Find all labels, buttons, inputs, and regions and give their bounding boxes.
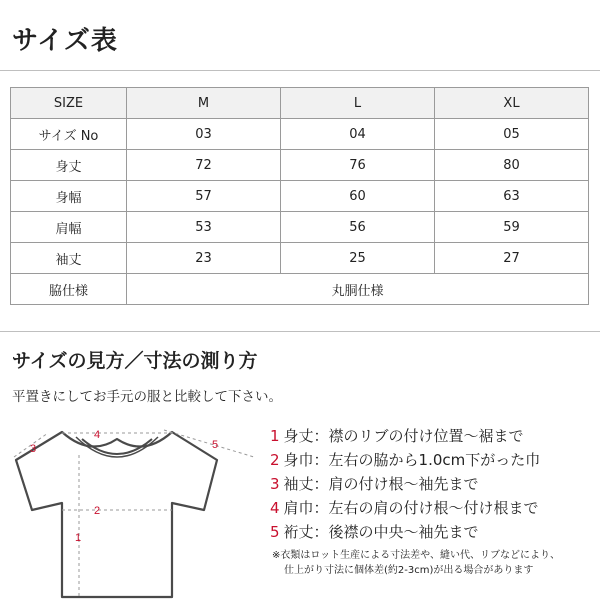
legend-number: 5	[270, 523, 280, 541]
legend-text: 肩巾：左右の肩の付け根〜付け根まで	[283, 499, 539, 517]
measurement-legend	[270, 424, 540, 544]
table-row	[11, 274, 589, 305]
intro-text: 平置きにしてお手元の服と比較して下さい。	[12, 389, 282, 405]
divider	[0, 331, 600, 332]
table-cell: 27	[435, 243, 589, 274]
header-cell: M	[127, 88, 281, 119]
diagram-label-5: 5	[212, 439, 219, 451]
legend-text: 身丈：襟のリブの付け位置〜裾まで	[283, 427, 524, 445]
size-table	[10, 87, 589, 305]
table-cell: 05	[435, 119, 589, 150]
table-cell: 76	[281, 150, 435, 181]
page-title: サイズ表	[12, 26, 118, 56]
note-text	[272, 548, 560, 578]
table-row	[11, 212, 589, 243]
legend-number: 2	[270, 451, 280, 469]
measure-line-5	[164, 430, 254, 457]
table-cell: 53	[127, 212, 281, 243]
table-cell: 60	[281, 181, 435, 212]
diagram-label-1: 1	[75, 532, 82, 544]
legend-text: 身巾：左右の脇から1.0cm下がった巾	[283, 451, 541, 469]
note-line: ※衣類はロット生産による寸法差や、縫い代、リブなどにより、	[272, 550, 560, 561]
table-cell: 56	[281, 212, 435, 243]
legend-number: 4	[270, 499, 280, 517]
header-cell: SIZE	[11, 88, 127, 119]
diagram-label-3: 3	[30, 443, 37, 455]
collar-outline	[82, 439, 152, 454]
legend-item	[270, 496, 540, 520]
diagram-label-4: 4	[94, 429, 101, 441]
table-row	[11, 150, 589, 181]
table-cell: 23	[127, 243, 281, 274]
table-cell: 25	[281, 243, 435, 274]
section-title: サイズの見方／寸法の測り方	[12, 350, 258, 372]
header-cell: L	[281, 88, 435, 119]
table-cell: 03	[127, 119, 281, 150]
legend-item	[270, 424, 540, 448]
table-row	[11, 119, 589, 150]
table-cell: 72	[127, 150, 281, 181]
legend-item	[270, 520, 540, 544]
table-cell: 80	[435, 150, 589, 181]
row-label: 身丈	[11, 150, 127, 181]
tshirt-diagram	[4, 415, 266, 600]
row-label: 袖丈	[11, 243, 127, 274]
legend-item	[270, 448, 540, 472]
row-label: サイズ No	[11, 119, 127, 150]
table-row	[11, 181, 589, 212]
legend-number: 3	[270, 475, 280, 493]
table-cell: 57	[127, 181, 281, 212]
table-row	[11, 243, 589, 274]
legend-number: 1	[270, 427, 280, 445]
legend-text: 袖丈：肩の付け根〜袖先まで	[283, 475, 479, 493]
legend-text: 裄丈：後襟の中央〜袖先まで	[283, 523, 479, 541]
diagram-label-2: 2	[94, 505, 101, 517]
row-label: 身幅	[11, 181, 127, 212]
table-cell: 59	[435, 212, 589, 243]
row-label: 脇仕様	[11, 274, 127, 305]
table-header-row	[11, 88, 589, 119]
row-label: 肩幅	[11, 212, 127, 243]
note-line: 仕上がり寸法に個体差(約2-3cm)が出る場合があります	[284, 565, 534, 576]
table-cell: 63	[435, 181, 589, 212]
table-cell: 04	[281, 119, 435, 150]
divider	[0, 70, 600, 71]
legend-item	[270, 472, 540, 496]
table-cell-merged: 丸胴仕様	[127, 274, 589, 305]
header-cell: XL	[435, 88, 589, 119]
